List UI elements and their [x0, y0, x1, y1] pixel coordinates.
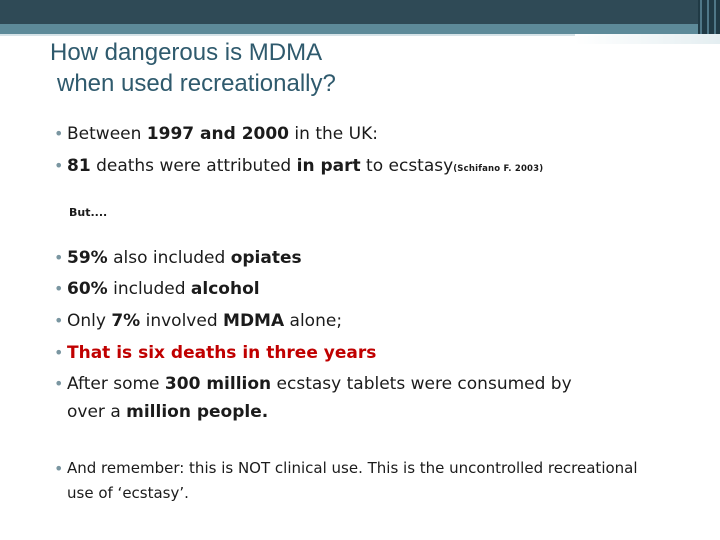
corner-stripe	[714, 0, 716, 34]
citation: (Schifano F. 2003)	[453, 164, 544, 174]
but-label: But....	[69, 206, 108, 219]
header-bar	[0, 0, 720, 24]
slide-title	[50, 37, 336, 99]
title-divider-accent	[575, 34, 720, 44]
finding-text: over a million people.	[67, 402, 269, 422]
bullet-dot: •	[54, 279, 64, 298]
title-line-2: when used recreationally?	[57, 70, 336, 97]
finding-text: 60% included alcohol	[67, 279, 260, 299]
bullet-dot: •	[54, 248, 64, 267]
finding-text: 59% also included opiates	[67, 248, 302, 268]
bullet-dot: •	[54, 124, 64, 143]
bullet-text: 81 deaths were attributed in part to ecstasy(Schifano F. 2003)	[67, 156, 544, 176]
finding-text: After some 300 million ecstasy tablets were consumed by	[67, 374, 572, 394]
bullet-dot: •	[54, 459, 64, 478]
bullet-dot: •	[54, 343, 64, 362]
title-line-1: How dangerous is MDMA	[50, 39, 323, 66]
bullet-text: Between 1997 and 2000 in the UK:	[67, 124, 378, 144]
finding-text-highlight: That is six deaths in three years	[67, 343, 377, 363]
corner-stripe	[700, 0, 702, 34]
finding-text: Only 7% involved MDMA alone;	[67, 311, 343, 331]
bullet-dot: •	[54, 374, 64, 393]
bullet-dot: •	[54, 156, 64, 175]
header-accent-bar	[0, 24, 720, 34]
remember-text-line-1: And remember: this is NOT clinical use. This is the uncontrolled recreational	[67, 459, 638, 477]
corner-stripe	[707, 0, 709, 34]
remember-text-line-2: use of ‘ecstasy’.	[67, 484, 189, 502]
bullet-dot: •	[54, 311, 64, 330]
